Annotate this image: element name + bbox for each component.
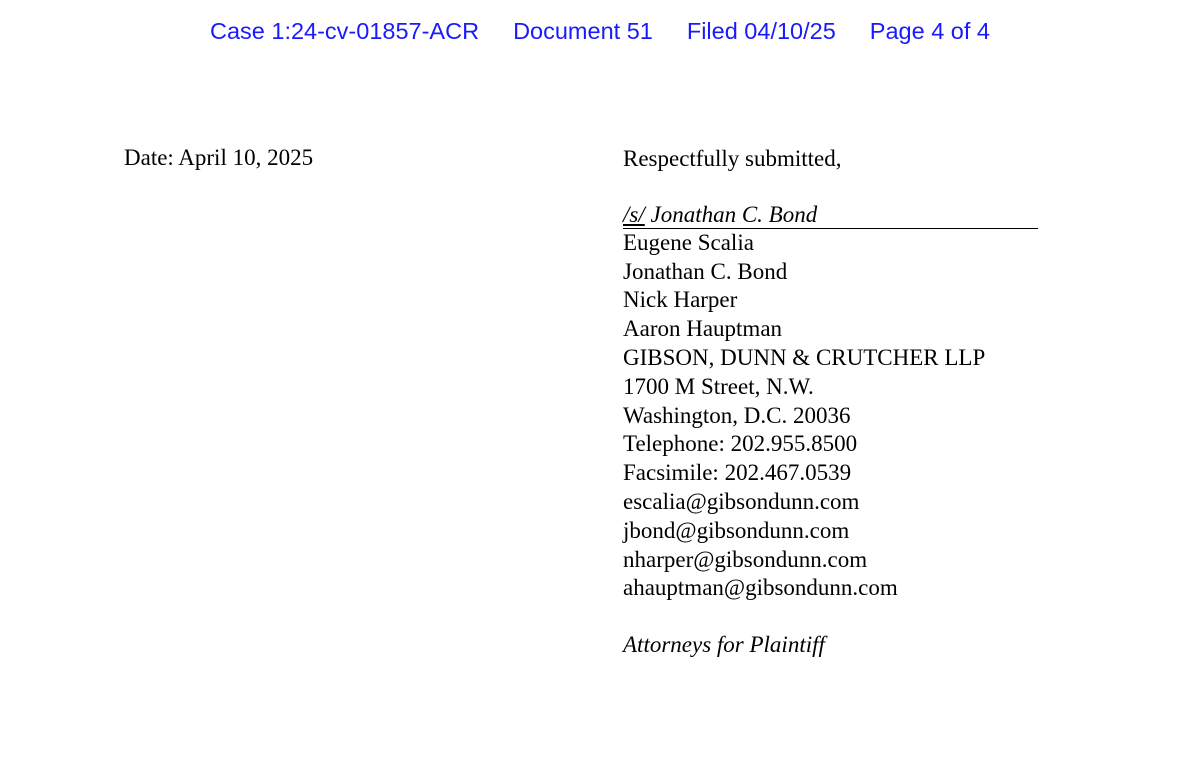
document-number: Document 51 [513,18,653,44]
attorney-name-2: Jonathan C. Bond [623,258,788,284]
email-3: nharper@gibsondunn.com [623,546,868,572]
signature-line [623,202,1038,229]
page-number: Page 4 of 4 [869,18,991,44]
attorney-contact-list [623,229,1038,603]
case-number: Case 1:24-cv-01857-ACR [209,18,480,44]
email-4: ahauptman@gibsondunn.com [623,575,898,601]
closing-text: Respectfully submitted, [623,146,842,171]
city-state-zip: Washington, D.C. 20036 [623,402,851,428]
date-line: Date: April 10, 2025 [124,145,314,170]
filed-date: Filed 04/10/25 [686,18,836,44]
attorney-name-1: Eugene Scalia [623,229,754,255]
email-2: jbond@gibsondunn.com [623,517,850,543]
firm-name: GIBSON, DUNN & CRUTCHER LLP [623,344,986,370]
ecf-header [0,18,1200,45]
facsimile: Facsimile: 202.467.0539 [623,460,852,486]
telephone: Telephone: 202.955.8500 [623,431,858,457]
attorneys-for-label: Attorneys for Plaintiff [623,632,825,658]
signature-name: Jonathan C. Bond [644,201,818,227]
attorney-name-3: Nick Harper [623,287,738,313]
email-1: escalia@gibsondunn.com [623,488,860,514]
signature-block [623,145,1038,660]
attorney-name-4: Aaron Hauptman [623,316,783,342]
signature-prefix: /s/ [623,201,645,227]
street-address: 1700 M Street, N.W. [623,373,814,399]
